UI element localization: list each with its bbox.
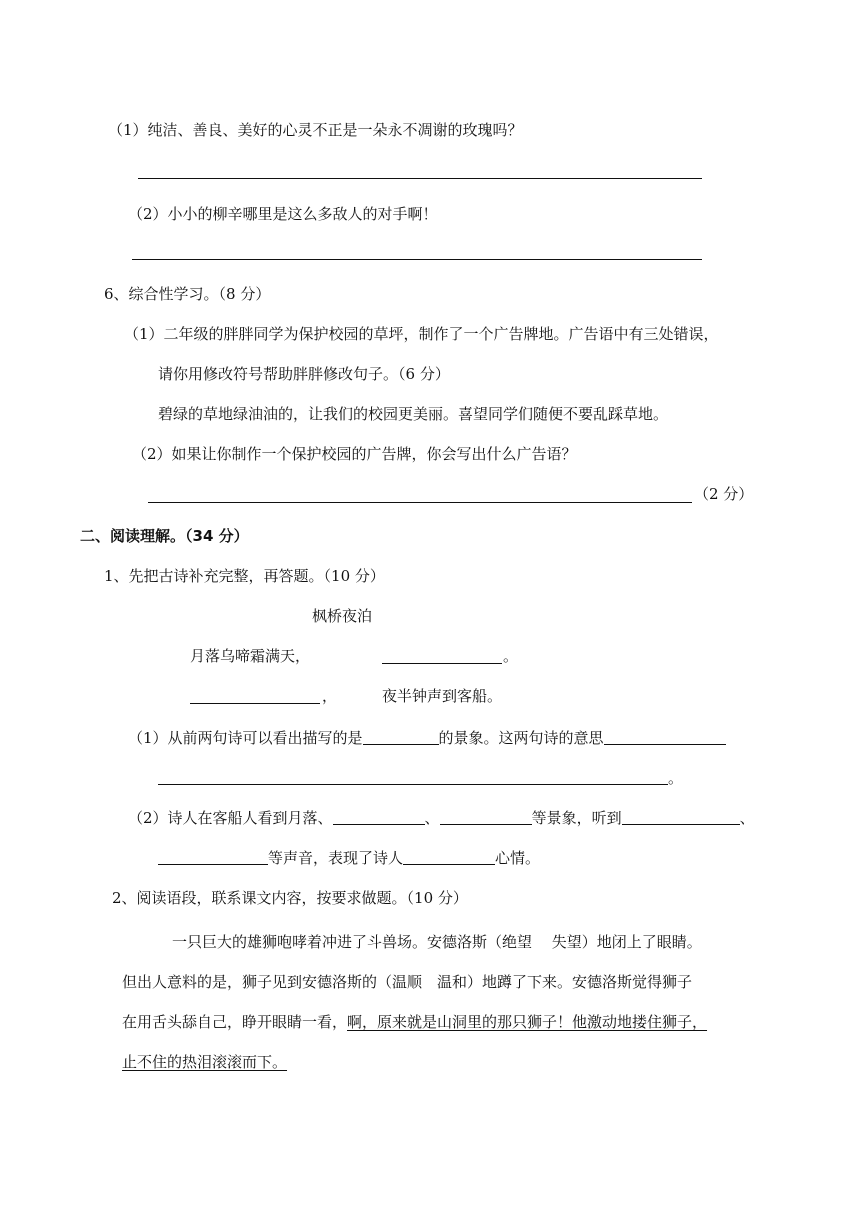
poem-title: 枫桥夜泊 (312, 607, 373, 625)
q1-sub-2-blank-1[interactable] (333, 810, 425, 825)
q6-item-1-line-2: 请你用修改符号帮助胖胖修改句子。（6 分） (158, 365, 450, 383)
passage-line-3 (122, 1012, 707, 1032)
q1-sub-2-text-c: 等声音，表现了诗人 (268, 849, 404, 867)
q2-title: 2、阅读语段，联系课文内容，按要求做题。（10 分） (112, 889, 468, 907)
q1-sub-2-line-2 (158, 848, 540, 868)
poem-line-1: 月落乌啼霜满天， (190, 647, 311, 665)
q1-sub-2-sep: 、 (424, 809, 440, 827)
answer-line[interactable] (138, 178, 702, 179)
q1-sub-2-text-d: 心情。 (495, 849, 541, 867)
q1-sub-2-line-1 (128, 808, 755, 828)
q1-sub-1-blank-2[interactable] (604, 730, 726, 745)
q1-sub-2-blank-2[interactable] (440, 810, 532, 825)
q1-title: 1、先把古诗补充完整，再答题。（10 分） (104, 567, 385, 585)
q1-sub-2-blank-3[interactable] (622, 810, 740, 825)
q1-sub-2-text-b: 等景象，听到 (531, 809, 622, 827)
passage-line-2: 但出人意料的是，狮子见到安德洛斯的（温顺 温和）地蹲了下来。安德洛斯觉得狮子 (122, 973, 693, 991)
poem-blank-2[interactable] (190, 703, 320, 704)
passage-line-4-underlined: 止不住的热泪滚滚而下。 (122, 1053, 288, 1071)
q6-ad-text: 碧绿的草地绿油油的，让我们的校园更美丽。喜望同学们随便不要乱踩草地。 (158, 405, 669, 423)
passage-line-1: 一只巨大的雄狮咆哮着冲进了斗兽场。安德洛斯（绝望 失望）地闭上了眼睛。 (172, 933, 702, 951)
q1-sub-1 (128, 728, 726, 748)
q1-sub-2-text-a: （2）诗人在客船人看到月落、 (128, 809, 333, 827)
poem-line-2-comma: ， (322, 687, 338, 705)
q1-sub-2-end: 、 (739, 809, 755, 827)
q1-sub-2-blank-4[interactable] (158, 850, 268, 865)
answer-line[interactable] (132, 259, 702, 260)
section-2-title: 二、阅读理解。（34 分） (80, 527, 249, 545)
q1-sub-1-text-a: （1）从前两句诗可以看出描写的是 (128, 729, 363, 747)
passage-line-3-text: 在用舌头舔自己，睁开眼睛一看， (122, 1013, 348, 1031)
q6-title: 6、综合性学习。（8 分） (104, 285, 271, 303)
poem-line-1-end: 。 (503, 647, 519, 665)
q6-item-1-line-1: （1）二年级的胖胖同学为保护校园的草坪，制作了一个广告牌地。广告语中有三处错误， (124, 325, 719, 343)
q1-sub-1-text-b: 的景象。这两句诗的意思 (438, 729, 604, 747)
q6-item-2-score: （2 分） (694, 485, 754, 503)
poem-blank-1[interactable] (382, 663, 502, 664)
answer-line[interactable] (158, 784, 668, 785)
q5-item-1: （1）纯洁、善良、美好的心灵不正是一朵永不凋谢的玫瑰吗？ (108, 121, 523, 139)
q6-item-2: （2）如果让你制作一个保护校园的广告牌，你会写出什么广告语？ (132, 445, 577, 463)
q1-sub-1-end: 。 (668, 769, 684, 787)
q5-item-2: （2）小小的柳辛哪里是这么多敌人的对手啊！ (128, 205, 438, 223)
underlined-sentence: 啊，原来就是山洞里的那只狮子！他激动地搂住狮子， (347, 1013, 708, 1031)
answer-line[interactable] (148, 502, 692, 503)
q1-sub-2-blank-5[interactable] (403, 850, 495, 865)
q1-sub-1-blank-1[interactable] (363, 730, 439, 745)
poem-line-2: 夜半钟声到客船。 (382, 687, 503, 705)
